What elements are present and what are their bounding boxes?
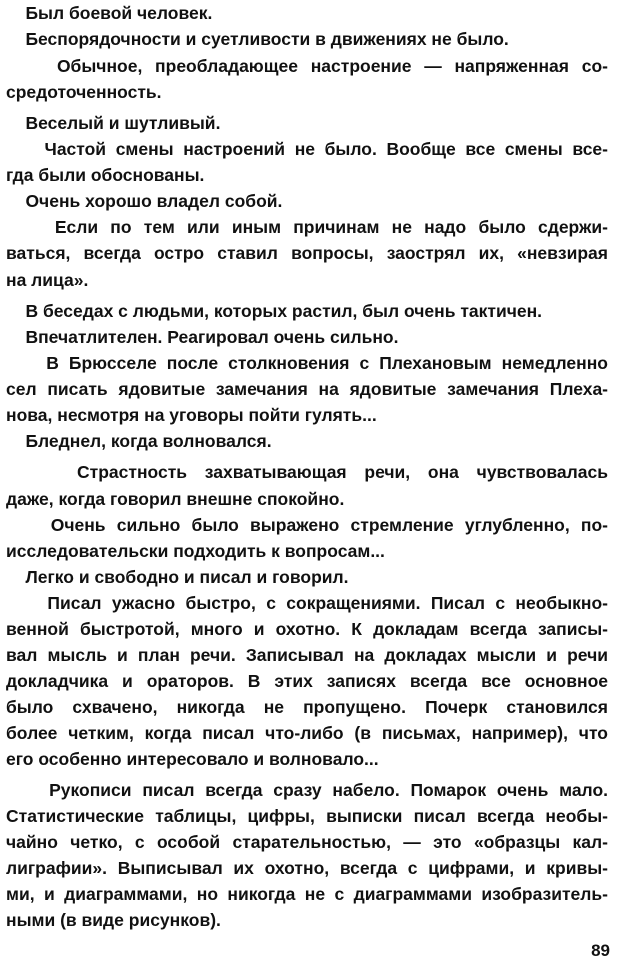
text-line: Впечатлителен. Реагировал очень сильно. [6, 327, 399, 347]
text-line: Легко и свободно и писал и говорил. [6, 567, 349, 587]
text-line: Писал ужасно быстро, с сокращениями. Писал с необыкно- [6, 593, 608, 613]
page-number: 89 [591, 941, 610, 960]
text-line: Частой смены настроений не было. Вообще все смены все- [6, 139, 608, 159]
text-line: В Брюсселе после столкновения с Плехановым немедленно [6, 353, 608, 373]
text-line: венной быстротой, много и охотно. К докладам всегда записы- [6, 619, 608, 639]
text-line: В беседах с людьми, которых растил, был очень тактичен. [6, 301, 543, 321]
text-line: Был боевой человек. [6, 3, 213, 23]
text-line: ными (в виде рисунков). [6, 910, 221, 930]
text-line: докладчика и ораторов. В этих записях всегда все основное [6, 671, 608, 691]
text-line: нова, несмотря на уговоры пойти гулять... [6, 405, 377, 425]
text-line: сел писать ядовитые замечания на ядовитые замечания Плеха- [6, 379, 608, 399]
text-line: ми, и диаграммами, но никогда не с диаграммами изобразитель- [6, 884, 608, 904]
text-line: его особенно интересовало и волновало... [6, 749, 379, 769]
text-line: Веселый и шутливый. [6, 113, 221, 133]
text-line: вал мысль и план речи. Записывал на докладах мысли и речи [6, 645, 608, 665]
text-line: средоточенность. [6, 82, 162, 102]
text-line: Беспорядочности и суетливости в движениях не было. [6, 29, 509, 49]
text-line: Очень хорошо владел собой. [6, 191, 283, 211]
text-line: Бледнел, когда волновался. [6, 431, 272, 451]
text-line: на лица». [6, 270, 89, 290]
text-line: Рукописи писал всегда сразу набело. Помарок очень мало. [6, 780, 608, 800]
text-line: было схвачено, никогда не пропущено. Почерк становился [6, 697, 608, 717]
text-line: чайно четко, с особой старательностью, — это «образцы кал- [6, 832, 608, 852]
text-line: Очень сильно было выражено стремление углубленно, по- [6, 515, 608, 535]
text-line: ваться, всегда остро ставил вопросы, заострял их, «невзирая [6, 243, 608, 263]
text-line: Обычное, преобладающее настроение — напряженная со- [6, 56, 608, 76]
text-line: гда были обоснованы. [6, 165, 205, 185]
text-line: Страстность захватывающая речи, она чувствовалась [6, 462, 608, 482]
text-line: исследовательски подходить к вопросам... [6, 541, 385, 561]
text-line: более четким, когда писал что-либо (в письмах, например), что [6, 723, 608, 743]
text-line: лиграфии». Выписывал их охотно, всегда с цифрами, и кривы- [6, 858, 608, 878]
text-line: даже, когда говорил внешне спокойно. [6, 489, 345, 509]
text-line: Статистические таблицы, цифры, выписки писал всегда необы- [6, 806, 608, 826]
text-line: Если по тем или иным причинам не надо было сдержи- [6, 217, 608, 237]
